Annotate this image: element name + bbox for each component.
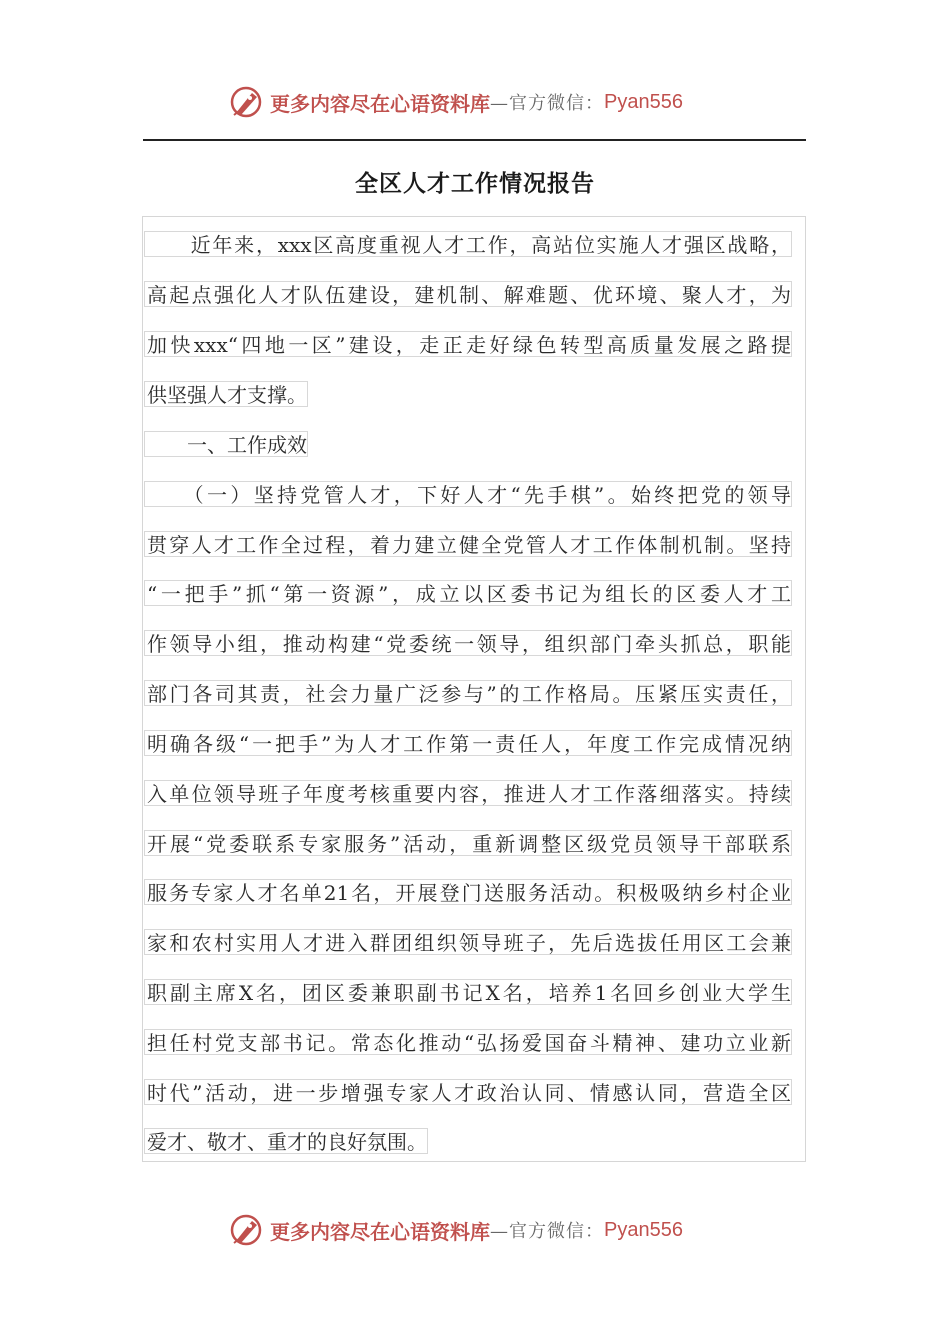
pen-nib-logo-icon <box>228 84 264 120</box>
text-line: “一把手”抓“第一资源”，成立以区委书记为组长的区委人才工 <box>144 580 792 606</box>
text-line: 职副主席X名，团区委兼职副书记X名，培养1名回乡创业大学生 <box>144 979 792 1005</box>
pen-nib-logo-icon <box>228 1212 264 1248</box>
text-line: （一）坚持党管人才，下好人才“先手棋”。始终把党的领导 <box>144 481 792 507</box>
text-line: 加快xxx“四地一区”建设，走正走好绿色转型高质量发展之路提 <box>144 331 792 357</box>
text-line: 作领导小组，推动构建“党委统一领导，组织部门牵头抓总，职能 <box>144 630 792 656</box>
text-line: 贯穿人才工作全过程，着力建立健全党管人才工作体制机制。坚持 <box>144 531 792 557</box>
banner-text-account: Pyan556 <box>604 1218 683 1241</box>
header-banner <box>228 82 683 122</box>
header-divider <box>143 139 806 141</box>
text-line: 供坚强人才支撑。 <box>144 381 308 407</box>
text-line: 部门各司其责，社会力量广泛参与”的工作格局。压紧压实责任， <box>144 680 792 706</box>
text-line: 入单位领导班子年度考核重要内容，推进人才工作落细落实。持续 <box>144 780 792 806</box>
text-line: 担任村党支部书记。常态化推动“弘扬爱国奋斗精神、建功立业新 <box>144 1029 792 1055</box>
document-title: 全区人才工作情况报告 <box>355 170 595 197</box>
banner-text-wechat: —官方微信： <box>490 1221 604 1242</box>
banner-text-library: 更多内容尽在心语资料库 <box>270 91 490 116</box>
text-line: 服务专家人才名单21名，开展登门送服务活动。积极吸纳乡村企业 <box>144 879 792 905</box>
text-line: 高起点强化人才队伍建设，建机制、解难题、优环境、聚人才，为 <box>144 281 792 307</box>
section-heading: 一、工作成效 <box>144 431 308 457</box>
text-line: 时代”活动，进一步增强专家人才政治认同、情感认同，营造全区 <box>144 1079 792 1105</box>
text-line: 爱才、敬才、重才的良好氛围。 <box>144 1128 428 1154</box>
banner-text-account: Pyan556 <box>604 90 683 113</box>
footer-banner <box>228 1210 683 1250</box>
banner-text-library: 更多内容尽在心语资料库 <box>270 1219 490 1244</box>
text-line: 明确各级“一把手”为人才工作第一责任人，年度工作完成情况纳 <box>144 730 792 756</box>
text-line: 近年来，xxx区高度重视人才工作，高站位实施人才强区战略， <box>144 231 792 257</box>
text-line: 家和农村实用人才进入群团组织领导班子，先后选拔任用区工会兼 <box>144 929 792 955</box>
text-line: 开展“党委联系专家服务”活动，重新调整区级党员领导干部联系 <box>144 830 792 856</box>
banner-text-wechat: —官方微信： <box>490 93 604 114</box>
